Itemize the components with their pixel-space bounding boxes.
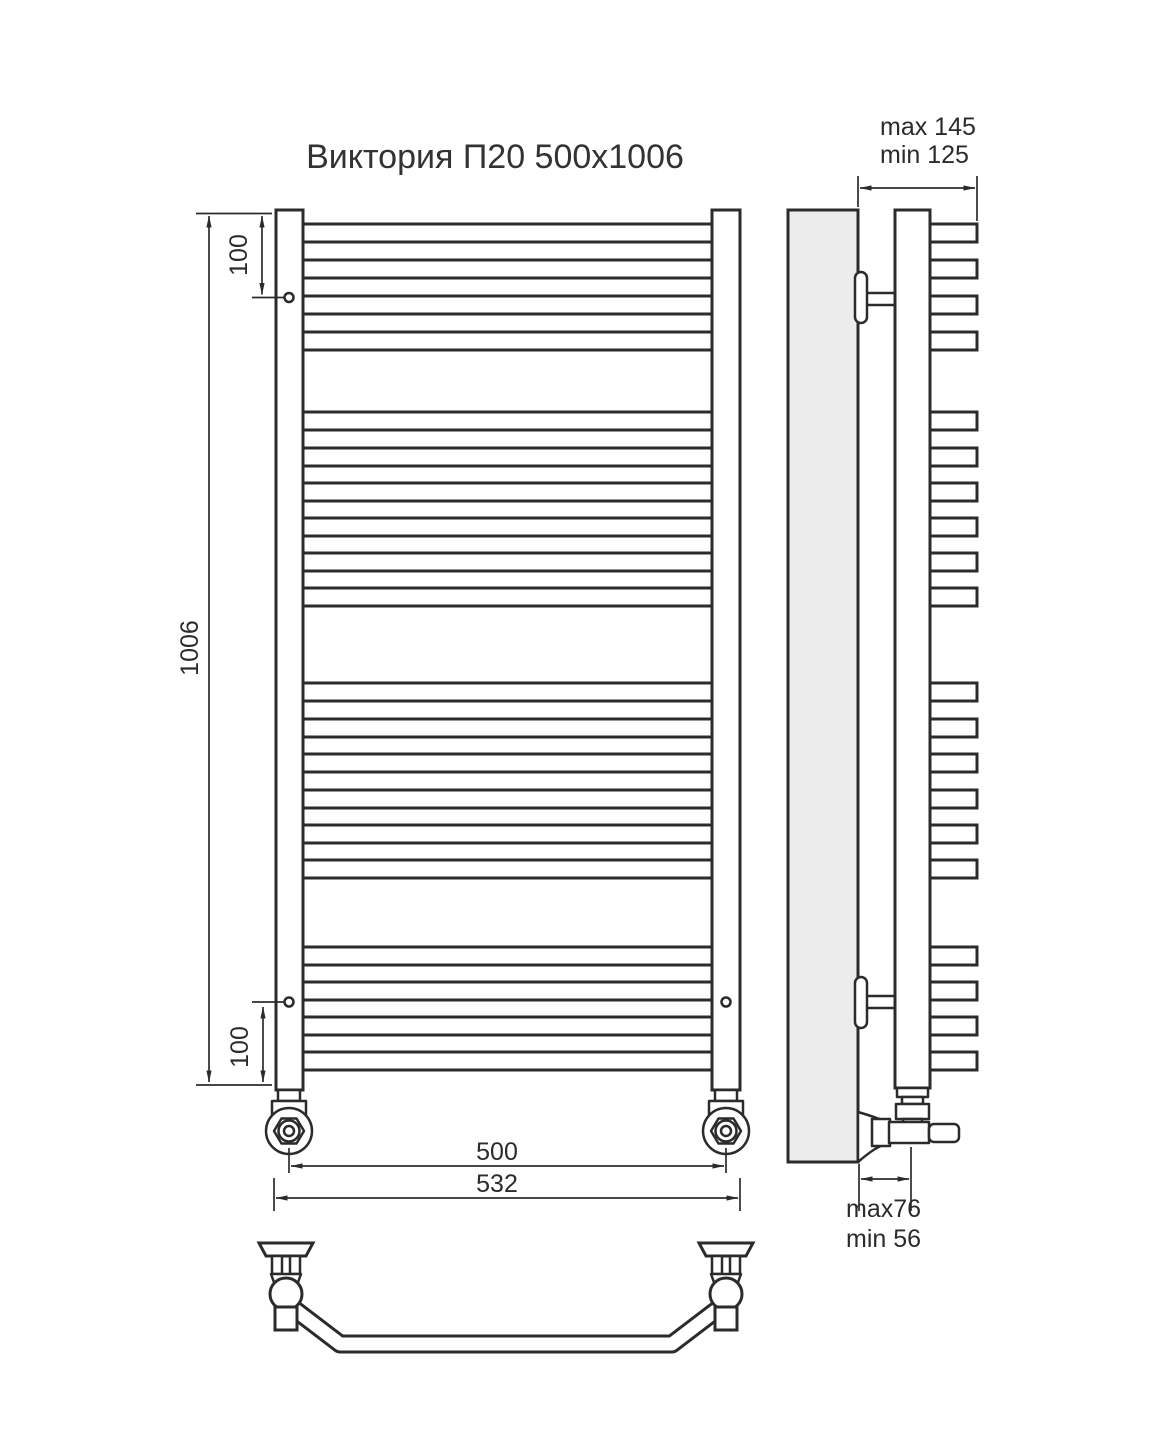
dim-label-100-bottom: 100 (226, 1026, 254, 1068)
dim-label-valve-min: min 56 (846, 1225, 922, 1253)
side-view (788, 210, 977, 1162)
rung (303, 483, 712, 501)
dim-label-500: 500 (476, 1138, 518, 1166)
valve-right (703, 1090, 749, 1154)
dim-label-depth-max: max 145 (880, 113, 976, 141)
rung (930, 860, 977, 878)
rung (303, 224, 712, 242)
rung (930, 825, 977, 843)
rung (930, 260, 977, 278)
post-end-left (275, 1307, 297, 1330)
rung (930, 332, 977, 350)
front-view (252, 210, 749, 1154)
rung (930, 947, 977, 965)
rung (303, 860, 712, 878)
dim-532 (274, 1170, 740, 1211)
side-tube (895, 210, 930, 1088)
dim-depth (858, 113, 977, 221)
side-valve (858, 1088, 959, 1162)
ball-joint-right (710, 1278, 742, 1310)
dim-label-1006: 1006 (176, 620, 204, 676)
rung (303, 754, 712, 772)
rung (930, 1017, 977, 1035)
valve-handle (929, 1124, 959, 1142)
rung (303, 518, 712, 536)
rung (303, 553, 712, 571)
dim-100-top (225, 216, 262, 295)
rung (930, 683, 977, 701)
drawing-title: Виктория П20 500x1006 (306, 138, 684, 176)
rung (930, 296, 977, 314)
front-rungs (303, 224, 712, 1070)
rung (303, 1052, 712, 1070)
dim-100-bottom (226, 1007, 263, 1082)
rung (303, 947, 712, 965)
left-post (276, 210, 303, 1090)
rung (930, 982, 977, 1000)
rung (930, 719, 977, 737)
wall-panel (788, 210, 858, 1162)
wall-bracket-top (855, 272, 897, 323)
rung (303, 260, 712, 278)
rung (303, 332, 712, 350)
towel-bar (281, 1299, 731, 1344)
dim-1006 (176, 214, 272, 1086)
post-end-right (715, 1307, 737, 1330)
valve-left (266, 1090, 312, 1154)
rung (303, 790, 712, 808)
right-post (712, 210, 740, 1090)
ball-joint-left (270, 1278, 302, 1310)
rung (303, 1017, 712, 1035)
mount-hole-bottom-left (285, 998, 294, 1007)
dim-label-depth-min: min 125 (880, 141, 969, 169)
rung (303, 296, 712, 314)
wall-bracket-bottom (855, 977, 897, 1028)
rung (930, 1052, 977, 1070)
dim-label-532: 532 (476, 1170, 518, 1198)
side-rungs (930, 224, 977, 1070)
rung (303, 448, 712, 466)
rung (930, 412, 977, 430)
rung (930, 754, 977, 772)
rung (303, 825, 712, 843)
valve-body (889, 1122, 929, 1143)
rung (303, 683, 712, 701)
rung (930, 483, 977, 501)
dim-500 (289, 1138, 726, 1173)
rung (930, 448, 977, 466)
rung (303, 719, 712, 737)
rung (303, 588, 712, 606)
rung (930, 790, 977, 808)
rung (930, 518, 977, 536)
rung (930, 224, 977, 242)
pipe-nipple (872, 1119, 890, 1146)
rung (303, 412, 712, 430)
mount-hole-bottom-right (722, 998, 731, 1007)
rung (303, 982, 712, 1000)
rung (930, 553, 977, 571)
rung (930, 588, 977, 606)
dim-label-100-top: 100 (225, 234, 253, 276)
dim-label-valve-max: max76 (846, 1195, 922, 1223)
bottom-view (259, 1243, 753, 1344)
mount-hole-top-left (285, 293, 294, 302)
